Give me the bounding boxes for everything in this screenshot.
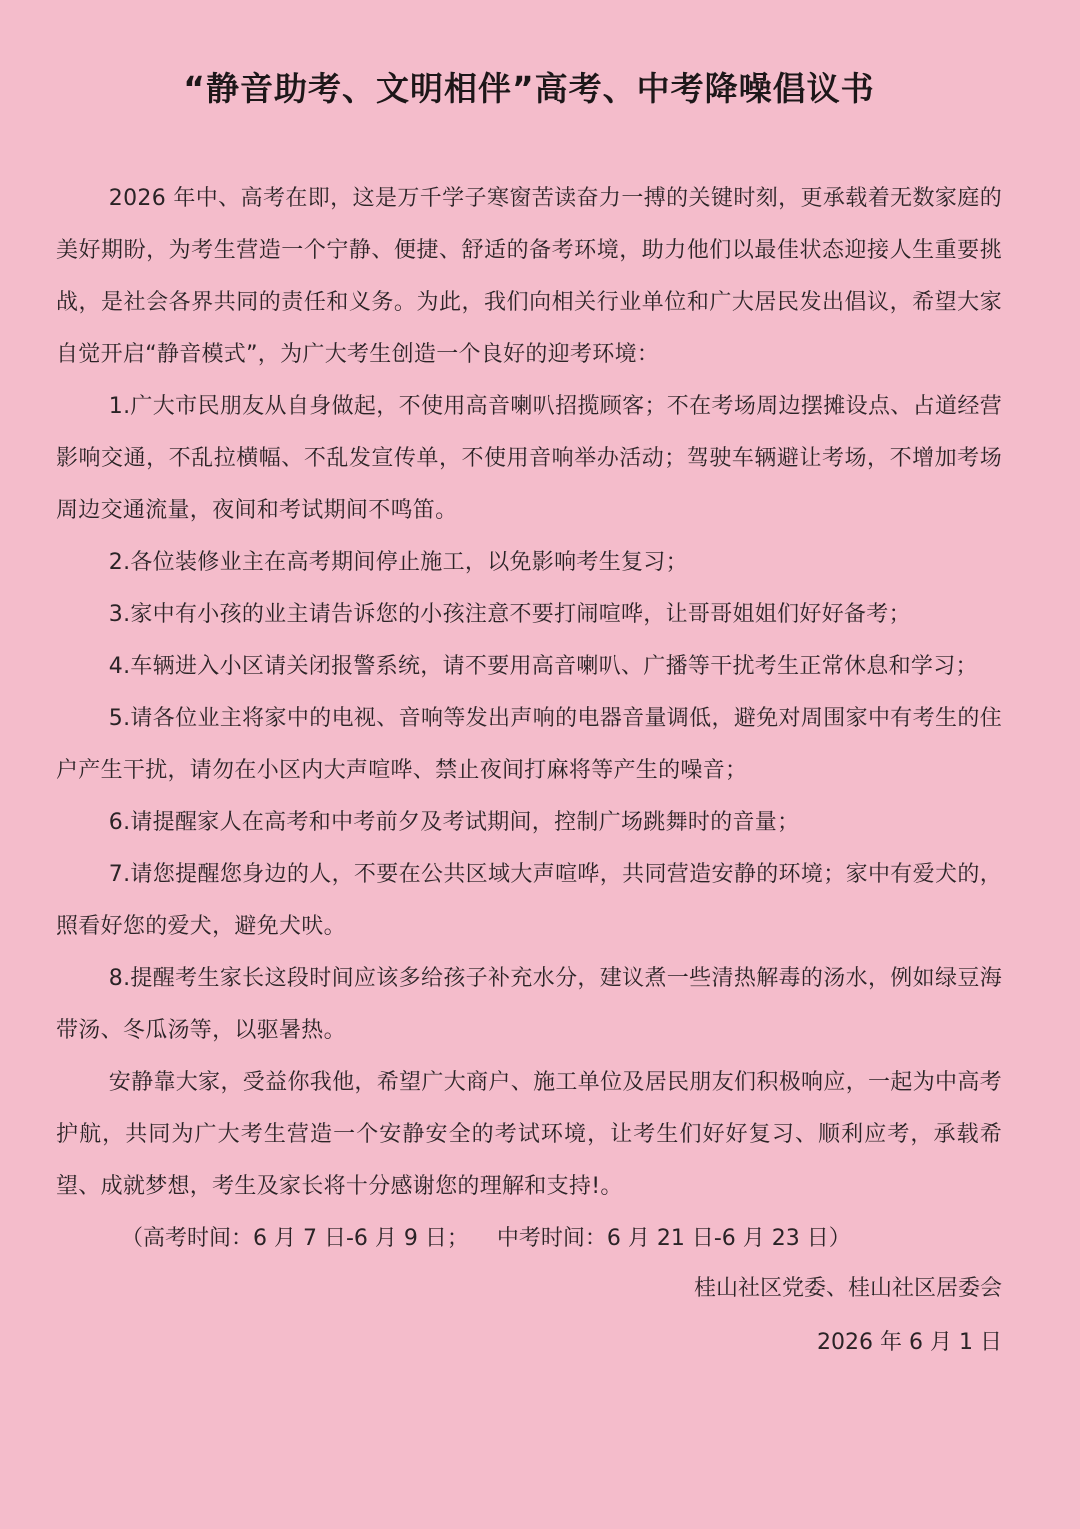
document-date: 2026 年 6 月 1 日 [817, 1329, 1002, 1355]
proposal-item-6: 6.请提醒家人在高考和中考前夕及考试期间，控制广场跳舞时的音量； [108, 809, 800, 835]
proposal-item-4: 4.车辆进入小区请关闭报警系统，请不要用高音喇叭、广播等干扰考生正常休息和学习； [108, 653, 978, 679]
proposal-item-2: 2.各位装修业主在高考期间停止施工，以免影响考生复习； [108, 549, 688, 575]
proposal-item-5: 5.请各位业主将家中的电视、音响等发出声响的电器音量调低，避免对周围家中有考生的住户产生干扰，请勿在小区内大声喧哗、禁止夜间打麻将等产生的噪音； [56, 705, 1002, 783]
proposal-item-1: 1.广大市民朋友从自身做起，不使用高音喇叭招揽顾客；不在考场周边摆摊设点、占道经营影响交通，不乱拉横幅、不乱发宣传单，不使用音响举办活动；驾驶车辆避让考场，不增加考场周边交通流量，夜间和考试期间不鸣笛。 [56, 393, 1002, 523]
proposal-item-7: 7.请您提醒您身边的人，不要在公共区域大声喧哗，共同营造安静的环境；家中有爱犬的，照看好您的爱犬，避免犬吠。 [56, 861, 1002, 939]
intro-paragraph: 2026 年中、高考在即，这是万千学子寒窗苦读奋力一搏的关键时刻，更承载着无数家庭的美好期盼，为考生营造一个宁静、便捷、舒适的备考环境，助力他们以最佳状态迎接人生重要挑战，是社会各界共同的责任和义务。为此，我们向相关行业单位和广大居民发出倡议，希望大家自觉开启“静音模式”，为广大考生创造一个良好的迎考环境： [56, 185, 1002, 367]
proposal-list [56, 381, 1002, 1057]
proposal-item-3: 3.家中有小孩的业主请告诉您的小孩注意不要打闹喧哗，让哥哥姐姐们好好备考； [108, 601, 911, 627]
exam-time-note: （高考时间：6 月 7 日-6 月 9 日； 中考时间：6 月 21 日-6 月 23 日） [121, 1225, 851, 1251]
proposal-item-8: 8.提醒考生家长这段时间应该多给孩子补充水分，建议煮一些清热解毒的汤水，例如绿豆海带汤、冬瓜汤等，以驱暑热。 [56, 965, 1002, 1043]
document-title: “静音助考、文明相伴”高考、中考降噪倡议书 [183, 69, 875, 108]
closing-paragraph: 安静靠大家，受益你我他，希望广大商户、施工单位及居民朋友们积极响应，一起为中高考护航，共同为广大考生营造一个安静安全的考试环境，让考生们好好复习、顺利应考，承载希望、成就梦想，考生及家长将十分感谢您的理解和支持!。 [56, 1069, 1002, 1199]
signature: 桂山社区党委、桂山社区居委会 [693, 1275, 1002, 1301]
